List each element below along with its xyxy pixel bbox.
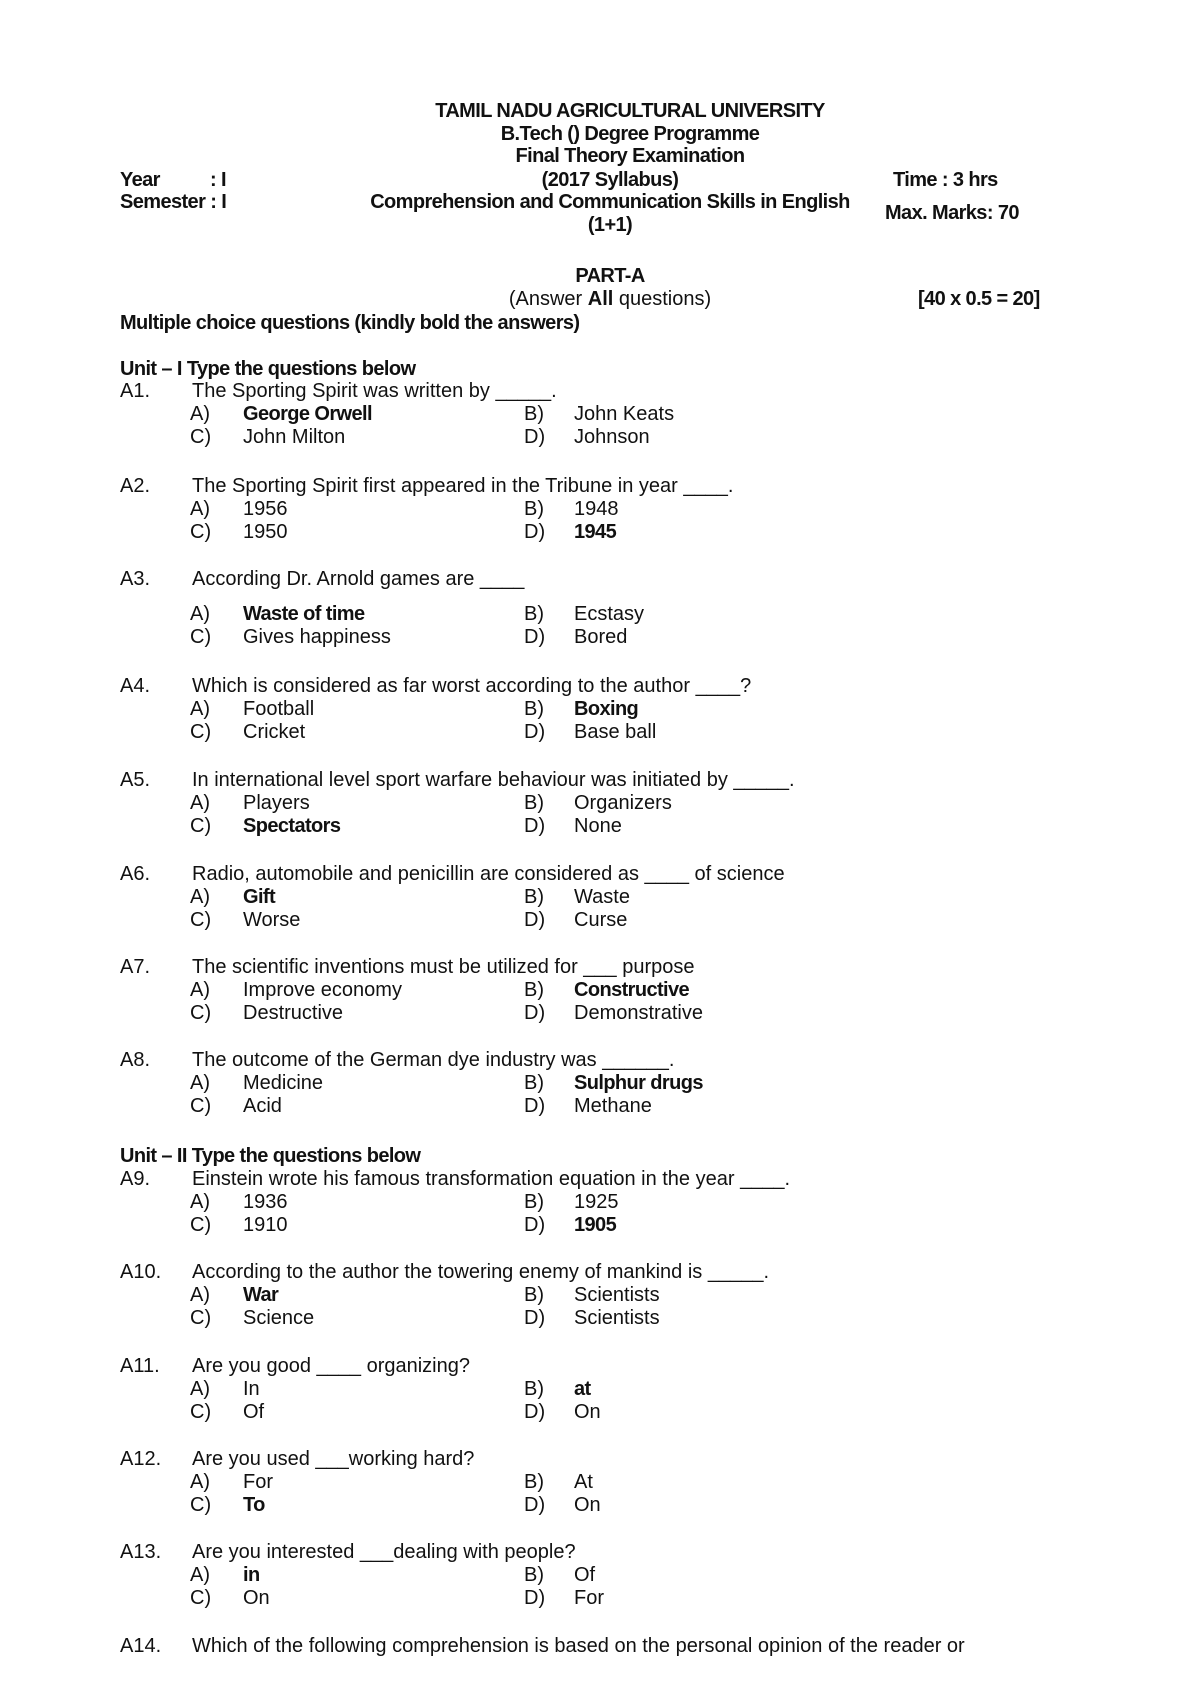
option-b: 1948 [574,498,619,520]
option-letter-d: D) [524,1307,546,1329]
question-number: A1. [120,380,151,402]
option-d: Curse [574,909,628,931]
question-number: A4. [120,675,151,697]
option-letter-b: B) [524,886,544,908]
option-d: On [574,1401,601,1423]
option-letter-a: A) [190,979,210,1001]
option-letter-d: D) [524,426,546,448]
option-letter-c: C) [190,721,212,743]
university-name: TAMIL NADU AGRICULTURAL UNIVERSITY [435,100,825,122]
option-c: Destructive [243,1002,344,1024]
option-letter-b: B) [524,698,544,720]
option-c: Gives happiness [243,626,391,648]
question-text: Are you interested ___dealing with people? [192,1541,576,1563]
part-marks: [40 x 0.5 = 20] [918,288,1040,310]
option-a: War [243,1284,279,1306]
unit-1-heading: Unit – I Type the questions below [120,358,416,380]
instruction-post: questions) [613,288,712,310]
option-letter-a: A) [190,1191,210,1213]
question-number: A6. [120,863,151,885]
option-letter-a: A) [190,1378,210,1400]
question-text: The Sporting Spirit was written by _____. [192,380,557,402]
question-number: A10. [120,1261,162,1283]
option-d: Johnson [574,426,650,448]
question-number: A7. [120,956,151,978]
option-letter-b: B) [524,792,544,814]
instruction-bold: All [587,288,614,310]
programme-title: B.Tech () Degree Programme [500,123,760,145]
question-number: A3. [120,568,151,590]
option-letter-b: B) [524,1471,544,1493]
option-c: Worse [243,909,301,931]
option-letter-b: B) [524,979,544,1001]
option-b: at [574,1378,591,1400]
option-letter-a: A) [190,1072,210,1094]
option-a: Medicine [243,1072,324,1094]
option-d: Methane [574,1095,652,1117]
option-letter-c: C) [190,521,212,543]
option-b: Waste [574,886,630,908]
option-letter-a: A) [190,498,210,520]
option-a: Waste of time [243,603,365,625]
option-b: At [574,1471,593,1493]
option-letter-a: A) [190,698,210,720]
option-c: Spectators [243,815,341,837]
mcq-heading: Multiple choice questions (kindly bold the answers) [120,312,580,334]
question-text: Which is considered as far worst according to the author ____? [192,675,752,697]
option-letter-d: D) [524,626,546,648]
option-letter-b: B) [524,1284,544,1306]
question-number: A2. [120,475,151,497]
option-a: Improve economy [243,979,402,1001]
option-a: 1936 [243,1191,288,1213]
question-text: Which of the following comprehension is based on the personal opinion of the reader or [192,1635,965,1657]
option-letter-a: A) [190,1284,210,1306]
option-letter-b: B) [524,1564,544,1586]
option-a: Players [243,792,310,814]
option-d: For [574,1587,604,1609]
option-letter-b: B) [524,403,544,425]
semester-label: Semester : I [120,191,227,213]
question-text: In international level sport warfare behaviour was initiated by _____. [192,769,795,791]
option-c: Of [243,1401,265,1423]
option-letter-a: A) [190,603,210,625]
option-b: Boxing [574,698,639,720]
option-letter-d: D) [524,721,546,743]
option-letter-b: B) [524,1378,544,1400]
option-letter-d: D) [524,909,546,931]
question-text: According to the author the towering enemy of mankind is _____. [192,1261,770,1283]
option-letter-c: C) [190,1401,212,1423]
option-c: Cricket [243,721,306,743]
option-letter-c: C) [190,909,212,931]
unit-2-heading: Unit – II Type the questions below [120,1145,421,1167]
option-letter-d: D) [524,1095,546,1117]
option-letter-d: D) [524,1214,546,1236]
option-a: In [243,1378,260,1400]
option-b: Organizers [574,792,672,814]
option-letter-c: C) [190,1307,212,1329]
course-title: Comprehension and Communication Skills in English [370,191,850,213]
year-label: Year [120,169,160,191]
course-credits: (1+1) [587,214,633,236]
option-b: 1925 [574,1191,619,1213]
option-b: Constructive [574,979,690,1001]
option-d: 1945 [574,521,617,543]
option-c: 1950 [243,521,288,543]
option-letter-d: D) [524,521,546,543]
option-letter-c: C) [190,1494,212,1516]
option-letter-b: B) [524,1072,544,1094]
option-letter-a: A) [190,792,210,814]
option-letter-c: C) [190,426,212,448]
option-letter-c: C) [190,815,212,837]
option-c: On [243,1587,270,1609]
option-letter-c: C) [190,626,212,648]
max-marks: Max. Marks: 70 [885,202,1019,224]
question-text: According Dr. Arnold games are ____ [192,568,525,590]
question-number: A14. [120,1635,162,1657]
option-d: Demonstrative [574,1002,703,1024]
option-letter-b: B) [524,498,544,520]
option-d: Scientists [574,1307,660,1329]
option-b: Ecstasy [574,603,645,625]
option-a: For [243,1471,273,1493]
option-a: in [243,1564,260,1586]
question-text: Radio, automobile and penicillin are considered as ____ of science [192,863,785,885]
option-letter-b: B) [524,1191,544,1213]
question-number: A9. [120,1168,151,1190]
option-b: Sulphur drugs [574,1072,703,1094]
exam-title: Final Theory Examination [515,145,745,167]
question-text: The Sporting Spirit first appeared in the Tribune in year ____. [192,475,734,497]
option-letter-a: A) [190,403,210,425]
option-letter-b: B) [524,603,544,625]
option-letter-c: C) [190,1587,212,1609]
option-d: None [574,815,622,837]
instruction-pre: (Answer [508,288,588,310]
part-title: PART-A [575,265,645,287]
option-letter-a: A) [190,886,210,908]
option-letter-c: C) [190,1002,212,1024]
option-b: Scientists [574,1284,660,1306]
question-text: Einstein wrote his famous transformation equation in the year ____. [192,1168,791,1190]
question-number: A13. [120,1541,162,1563]
option-letter-d: D) [524,1401,546,1423]
option-a: Gift [243,886,276,908]
option-c: Acid [243,1095,282,1117]
question-number: A12. [120,1448,162,1470]
question-text: The scientific inventions must be utilized for ___ purpose [192,956,695,978]
option-letter-c: C) [190,1095,212,1117]
option-a: George Orwell [243,403,372,425]
option-letter-d: D) [524,1587,546,1609]
question-text: Are you good ____ organizing? [192,1355,470,1377]
option-c: John Milton [243,426,346,448]
option-c: To [243,1494,265,1516]
option-d: Bored [574,626,628,648]
syllabus: (2017 Syllabus) [541,169,679,191]
option-c: 1910 [243,1214,288,1236]
question-number: A11. [120,1355,160,1377]
option-d: Base ball [574,721,657,743]
year-value: : I [210,169,226,191]
option-letter-d: D) [524,815,546,837]
option-d: On [574,1494,601,1516]
option-letter-a: A) [190,1471,210,1493]
option-letter-d: D) [524,1002,546,1024]
option-a: Football [243,698,315,720]
option-c: Science [243,1307,315,1329]
option-letter-d: D) [524,1494,546,1516]
option-b: Of [574,1564,596,1586]
option-letter-a: A) [190,1564,210,1586]
option-letter-c: C) [190,1214,212,1236]
option-d: 1905 [574,1214,617,1236]
option-a: 1956 [243,498,288,520]
question-number: A8. [120,1049,151,1071]
part-instruction [360,289,860,309]
question-number: A5. [120,769,151,791]
time-allowed: Time : 3 hrs [893,169,998,191]
question-text: Are you used ___working hard? [192,1448,475,1470]
option-b: John Keats [574,403,675,425]
question-text: The outcome of the German dye industry was ______. [192,1049,675,1071]
